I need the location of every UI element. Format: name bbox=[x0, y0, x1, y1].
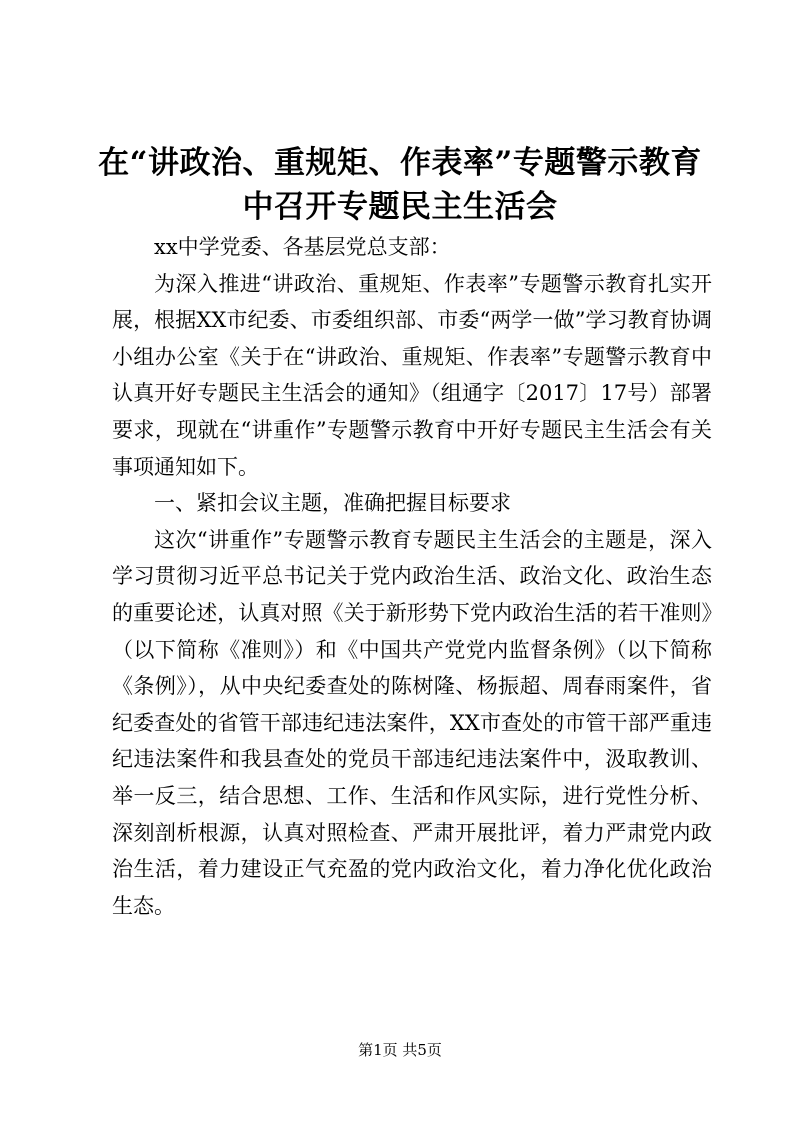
section-heading-1: 一、紧扣会议主题，准确把握目标要求 bbox=[154, 491, 511, 516]
page-number-footer: 第1页 共5页 bbox=[358, 1041, 442, 1059]
theme-paragraph: 这次“讲重作”专题警示教育专题民主生活会的主题是，深入学习贯彻习近平总书记关于党内政治生活、政治文化、政治生态的重要论述，认真对照《关于新形势下党内政治生活的若干准则》（以下简称《准则》）和《中国共产党党内监督条例》（以下简称《条例》），从中央纪委查处的陈树隆、杨振超、周春雨案件，省纪委查处的省管干部违纪违法案件，XX市查处的市管干部严重违纪违法案件和我县查处的党员干部违纪违法案件中，汲取教训、举一反三，结合思想、工作、生活和作风实际，进行党性分析、深刻剖析根源，认真对照检查、严肃开展批评，着力严肃党内政治生活，着力建设正气充盈的党内政治文化，着力净化优化政治生态。 bbox=[112, 527, 712, 918]
salutation-paragraph: xx中学党委、各基层党总支部： bbox=[154, 235, 451, 259]
intro-paragraph: 为深入推进“讲政治、重规矩、作表率”专题警示教育扎实开展，根据XX市纪委、市委组织部、市委“两学一做”学习教育协调小组办公室《关于在“讲政治、重规矩、作表率”专题警示教育中认真开好专题民主生活会的通知》（组通字〔2017〕17号）部署要求，现就在“讲重作”专题警示教育中开好专题民主生活会有关事项通知如下。 bbox=[112, 271, 712, 479]
document-title-line-1: 在“讲政治、重规矩、作表率”专题警示教育 bbox=[98, 145, 702, 181]
document-body bbox=[112, 229, 712, 924]
document-title-line-2: 中召开专题民主生活会 bbox=[242, 189, 558, 225]
